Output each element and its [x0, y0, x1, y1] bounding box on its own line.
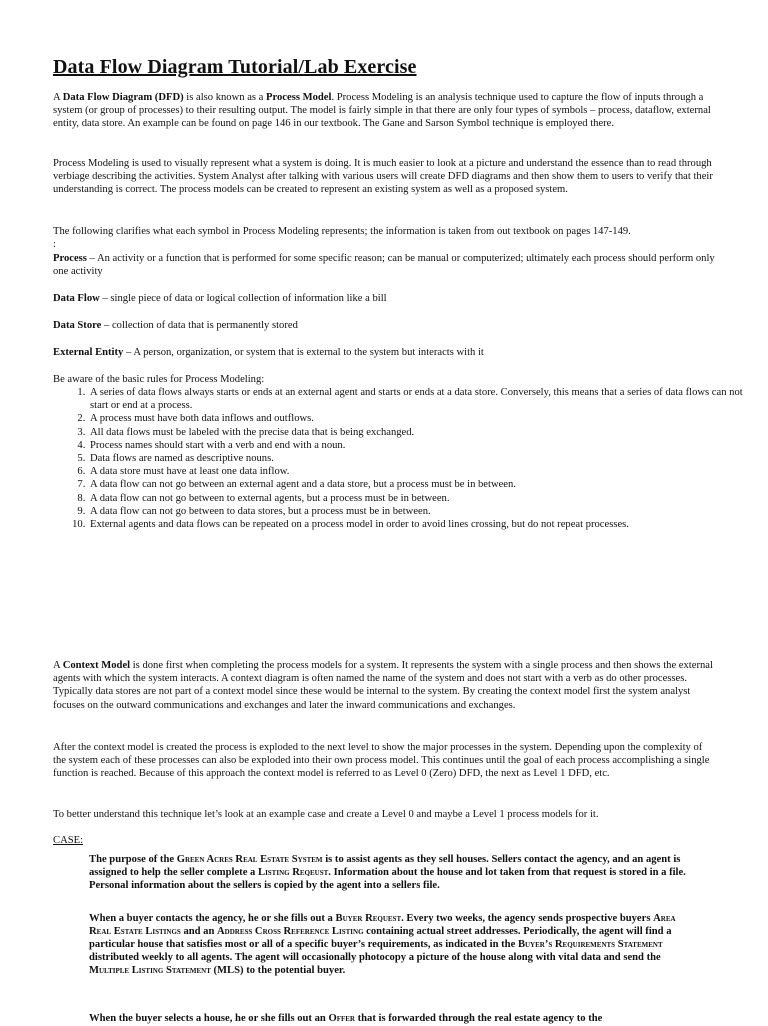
text-run: When the buyer selects a house, he or she fills out an [89, 1013, 329, 1024]
colon-mark: : [53, 239, 56, 251]
definition-process [53, 252, 717, 278]
text-run: A [53, 660, 63, 671]
case-term: Area Real Estate Listings [89, 913, 676, 937]
explosion-paragraph: After the context model is created the process is exploded to the next level to show the major processes in the system. Depending upon the complexity of the system each of these processes can also be exploded into their own process model. This continues until the goal of each process accomplishing a single function is reached. Because of this approach the context model is referred to as Level 0 (Zero) DFD, the next as Level 1 DFD, etc. [53, 742, 710, 780]
term-process-model: Process Model [266, 92, 332, 103]
text-run: is also known as a [183, 92, 267, 103]
text-run: distributed weekly to all agents. The agent will occasionally photocopy a picture of the house along with vital data and send the [89, 951, 661, 963]
list-item: 10. External agents and data flows can be repeated on a process model in order to avoid lines crossing, but do not repeat processes. [88, 518, 752, 531]
text-run: containing actual street addresses. Periodically, the agent will find a particular house that satisfies most or all of a specific buyer’s requirements, as indicated in the [89, 925, 672, 950]
rules-list [53, 386, 752, 531]
case-term: Buyer’s Requirements Statement [517, 938, 663, 950]
list-item: 7. A data flow can not go between an external agent and a data store, but a process must be in between. [88, 478, 752, 491]
definition-text: – An activity or a function that is performed for some specific reason; can be manual or computerized; ultimately each process should perform only one activity [53, 253, 715, 278]
definition-text: – collection of data that is permanently stored [101, 320, 298, 331]
list-item: 5. Data flows are named as descriptive nouns. [88, 452, 752, 465]
list-item: 6. A data store must have at least one data inflow. [88, 465, 752, 478]
case-term: Multiple Listing Statement (MLS) [89, 964, 244, 976]
text-run: . Information about the house and lot taken from that request is stored in a file. Personal information about the sellers is copied by the agent into a sellers file. [89, 866, 686, 891]
definition-term: External Entity [53, 347, 124, 358]
case-term: Offer [328, 1013, 355, 1024]
text-run: is done first when completing the process models for a system. It represents the system with a single process and then shows the external agents with which the system interacts. A context diagram is often named the name of the system and does not start with a verb as do other processes. Typically data stores are not part of a context model since these would be internal to the system. By creating the context model first the system analyst focuses on the outward communications and exchanges and later the inward communications and exchanges. [53, 660, 713, 711]
list-item: 2. A process must have both data inflows and outflows. [88, 412, 752, 425]
definition-data-store [53, 319, 717, 332]
page-title: Data Flow Diagram Tutorial/Lab Exercise [53, 56, 417, 78]
term-dfd: Data Flow Diagram (DFD) [62, 92, 184, 103]
case-term: Address Cross Reference Listing [217, 925, 364, 937]
example-intro-paragraph: To better understand this technique let’s look at an example case and create a Level 0 and maybe a Level 1 process models for it. [53, 809, 599, 820]
list-item: 1. A series of data flows always starts or ends at an external agent and starts or ends at a data store. Conversely, this means that a series of data flows can not start or end at a process. [88, 386, 752, 412]
text-run: . Process Modeling is an analysis technique used to capture the flow of inputs through a system (or group of processes) to their resulting output. The model is fairly simple in that there are only four types of symbols – process, dataflow, external entity, data store. An example can be found on page 146 in our textbook. The Gane and Sarson Symbol technique is employed there. [53, 92, 711, 130]
definition-data-flow [53, 292, 717, 305]
definition-external-entity [53, 346, 717, 359]
list-item: 3. All data flows must be labeled with the precise data that is being exchanged. [88, 426, 752, 439]
list-item: 4. Process names should start with a verb and end with a noun. [88, 439, 752, 452]
text-run: The purpose of the [89, 854, 177, 865]
list-item: 8. A data flow can not go between to external agents, but a process must be in between. [88, 492, 752, 505]
text-run: When a buyer contacts the agency, he or she fills out a [89, 913, 336, 924]
text-run: that is forwarded through the real estate agency to the [354, 1013, 603, 1024]
text-run: . Every two weeks, the agency sends prospective buyers [401, 913, 654, 924]
definition-text: – A person, organization, or system that is external to the system but interacts with it [123, 347, 484, 358]
rules-intro: Be aware of the basic rules for Process Modeling: [53, 374, 265, 385]
term-context-model: Context Model [62, 660, 131, 671]
context-model-paragraph [53, 659, 717, 712]
case-term: Buyer Request [335, 913, 402, 924]
intro-paragraph-purpose: Process Modeling is used to visually represent what a system is doing. It is much easier to look at a picture and understand the essence than to read through verbiage describing the activities. System Analyst after talking with various users will create DFD diagrams and then show them to users to verify that their understanding is correct. The process models can be created to represent an existing system as well as a proposed system. [53, 158, 713, 196]
definition-term: Data Flow [53, 293, 100, 304]
text-run: is to assist agents as they sell houses. Sellers contact the agency, and an agent is assigned to help the seller complete a [89, 854, 681, 878]
definition-term: Data Store [53, 320, 102, 331]
definition-text: – single piece of data or logical collection of information like a bill [99, 293, 387, 304]
case-label: CASE: [53, 835, 84, 846]
text-run: A [53, 92, 63, 103]
intro-paragraph-dfd [53, 91, 717, 131]
intro-paragraph-symbols [53, 225, 717, 251]
case-term: Listing Reqeust [258, 866, 329, 878]
text-run: and an [180, 925, 218, 937]
list-item: 9. A data flow can not go between to data stores, but a process must be in between. [88, 505, 752, 518]
definition-term: Process [53, 253, 87, 264]
case-term: Green Acres Real Estate System [176, 854, 323, 865]
text-run: The following clarifies what each symbol in Process Modeling represents; the information is taken from out textbook on pages 147-149. [53, 226, 631, 237]
text-run: to the potential buyer. [243, 964, 346, 976]
case-paragraph-buyers [89, 913, 689, 978]
case-paragraph-sellers [89, 854, 689, 893]
